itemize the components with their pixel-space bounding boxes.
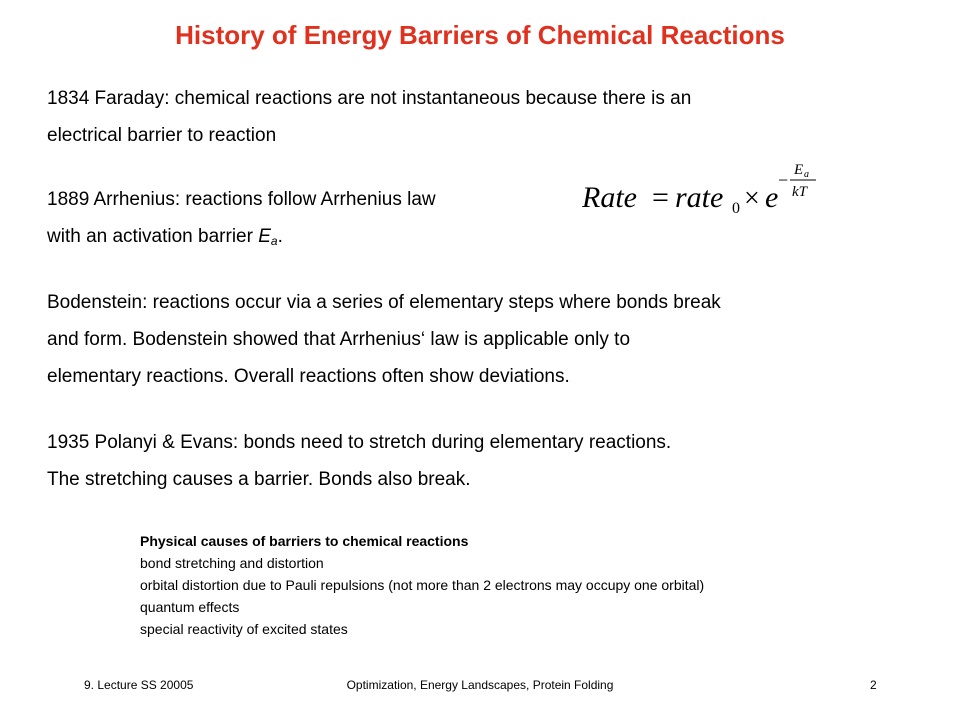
formula-lhs: Rate <box>582 181 637 214</box>
bodenstein-paragraph <box>47 284 927 395</box>
formula-denominator: kT <box>792 184 807 200</box>
bodenstein-line-3: elementary reactions. Overall reactions often show deviations. <box>47 366 570 387</box>
formula-rate: rate <box>675 181 724 214</box>
formula-times: × <box>744 183 760 214</box>
footer-page-number: 2 <box>870 678 877 692</box>
cause-item: orbital distortion due to Pauli repulsions (not more than 2 electrons may occupy one orbital) <box>140 577 705 593</box>
arrhenius-line-2 <box>47 218 927 260</box>
formula-equals: = <box>652 181 669 214</box>
causes-heading: Physical causes of barriers to chemical reactions <box>140 533 469 549</box>
formula-e: e <box>765 181 779 214</box>
polanyi-line-2: The stretching causes a barrier. Bonds also break. <box>47 469 471 490</box>
slide-title: History of Energy Barriers of Chemical Reactions <box>175 20 785 50</box>
activation-energy-symbol: E <box>258 226 271 247</box>
arrhenius-line-1: 1889 Arrhenius: reactions follow Arrhenius law <box>47 189 436 210</box>
formula-numerator: E <box>794 162 804 178</box>
faraday-paragraph <box>47 80 927 154</box>
arrhenius-formula <box>582 160 827 216</box>
polanyi-line-1: 1935 Polanyi & Evans: bonds need to stretch during elementary reactions. <box>47 432 672 453</box>
cause-item: bond stretching and distortion <box>140 555 324 571</box>
polanyi-paragraph <box>47 424 927 498</box>
bodenstein-line-1: Bodenstein: reactions occur via a series of elementary steps where bonds break <box>47 292 721 313</box>
arrhenius-line-2-suffix: . <box>277 226 283 247</box>
formula-rate-subscript: 0 <box>732 200 740 216</box>
arrhenius-line-2-prefix: with an activation barrier <box>47 226 259 247</box>
formula-numerator-subscript: a <box>804 169 809 180</box>
bodenstein-line-2: and form. Bodenstein showed that Arrhenius‘ law is applicable only to <box>47 329 631 350</box>
footer-course-title: Optimization, Energy Landscapes, Protein Folding <box>346 678 614 692</box>
formula-minus: − <box>778 170 789 190</box>
faraday-line-1: 1834 Faraday: chemical reactions are not instantaneous because there is an <box>47 88 692 109</box>
footer-lecture: 9. Lecture SS 20005 <box>84 678 194 692</box>
cause-item: quantum effects <box>140 599 240 615</box>
activation-energy-subscript: a <box>270 234 278 248</box>
barrier-causes-list <box>140 530 704 640</box>
faraday-line-2: electrical barrier to reaction <box>47 125 277 146</box>
cause-item: special reactivity of excited states <box>140 621 348 637</box>
